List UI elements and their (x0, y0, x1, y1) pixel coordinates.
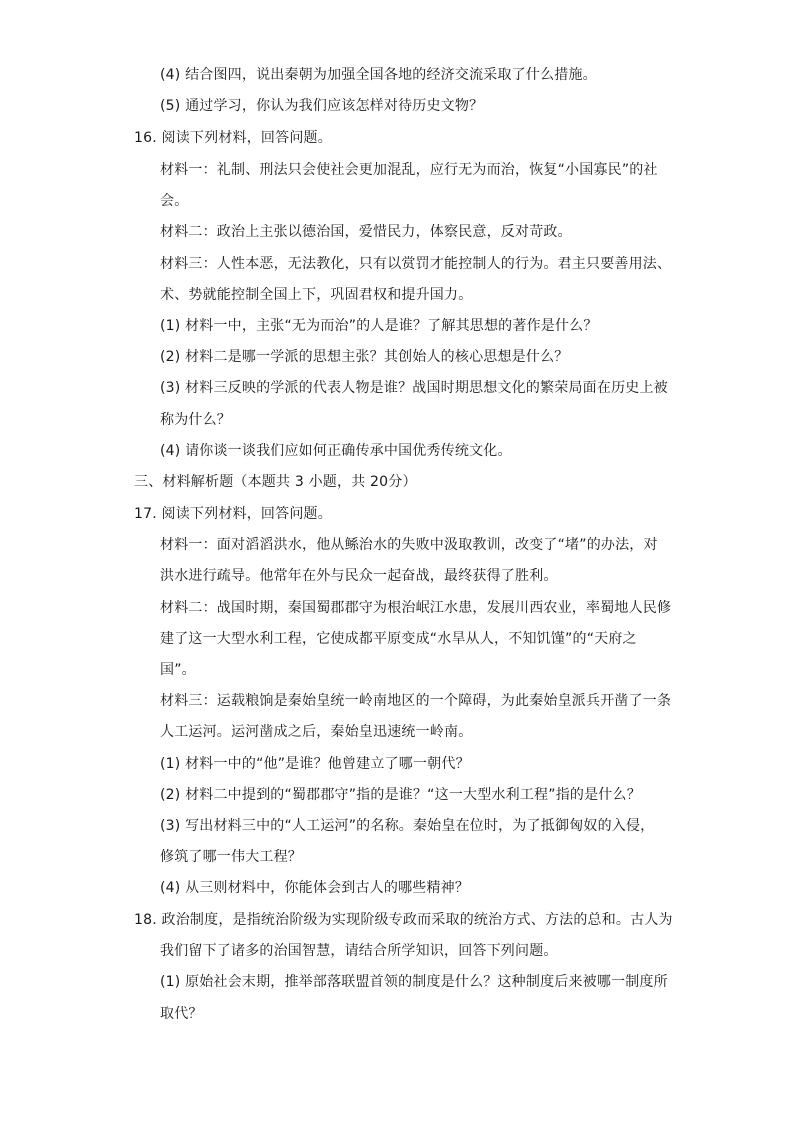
q17-sub2: (2) 材料二中提到的“蜀郡郡守”指的是谁？“这一大型水利工程”指的是什么？ (160, 787, 641, 803)
q16-material3: 材料三：人性本恶，无法教化，只有以赏罚才能控制人的行为。君主只要善用法、 (160, 256, 672, 272)
q17-material3-cont: 人工运河。运河凿成之后，秦始皇迅速统一岭南。 (160, 724, 473, 740)
q17-sub3: (3) 写出材料三中的“人工运河”的名称。秦始皇在位时，为了抵御匈奴的入侵， (160, 818, 655, 834)
q18-sub1: (1) 原始社会末期，推举部落联盟首领的制度是什么？这种制度后来被哪一制度所 (160, 974, 668, 990)
q17-material1: 材料一：面对滔滔洪水，他从鲧治水的失败中汲取教训，改变了“堵”的办法，对 (160, 537, 658, 553)
q17-material3: 材料三：运载粮饷是秦始皇统一岭南地区的一个障碍，为此秦始皇派兵开凿了一条 (160, 693, 672, 709)
q17-material2-end: 国”。 (160, 662, 196, 678)
q18-stem: 18. 政治制度，是指统治阶级为实现阶级专政而采取的统治方式、方法的总和。古人为 (134, 912, 673, 928)
q16-sub1: (1) 材料一中，主张“无为而治”的人是谁？了解其思想的著作是什么？ (160, 318, 598, 334)
q18-stem-cont: 我们留下了诸多的治国智慧，请结合所学知识，回答下列问题。 (160, 943, 558, 959)
q17-material2-cont: 建了这一大型水利工程，它使成都平原变成“水旱从人，不知饥馑”的“天府之 (160, 631, 637, 647)
q16-material1: 材料一：礼制、刑法只会使社会更加混乱，应行无为而治，恢复“小国寡民”的社 (160, 162, 658, 178)
q16-sub3: (3) 材料三反映的学派的代表人物是谁？战国时期思想文化的繁荣局面在历史上被 (160, 380, 668, 396)
q17-sub1: (1) 材料一中的“他”是谁？他曾建立了哪一朝代？ (160, 756, 470, 772)
q15-sub4: (4) 结合图四，说出秦朝为加强全国各地的经济交流采取了什么措施。 (160, 67, 597, 83)
q16-stem: 16. 阅读下列材料，回答问题。 (134, 130, 332, 146)
section-heading-3: 三、材料解析题（本题共 3 小题，共 20分） (134, 474, 417, 490)
q17-stem: 17. 阅读下列材料，回答问题。 (134, 506, 332, 522)
q17-material2: 材料二：战国时期，秦国蜀郡郡守为根治岷江水患，发展川西农业，率蜀地人民修 (160, 600, 672, 616)
q15-sub5: (5) 通过学习，你认为我们应该怎样对待历史文物？ (160, 98, 484, 114)
q16-sub4: (4) 请你谈一谈我们应如何正确传承中国优秀传统文化。 (160, 443, 512, 459)
q18-sub1-cont: 取代？ (160, 1006, 203, 1022)
q16-sub2: (2) 材料二是哪一学派的思想主张？其创始人的核心思想是什么？ (160, 349, 569, 365)
q17-material1-cont: 洪水进行疏导。他常年在外与民众一起奋战，最终获得了胜利。 (160, 568, 558, 584)
q16-material3-cont: 术、势就能控制全国上下，巩固君权和提升国力。 (160, 287, 473, 303)
q17-sub3-cont: 修筑了哪一伟大工程？ (160, 849, 302, 865)
q16-material1-cont: 会。 (160, 193, 189, 209)
q17-sub4: (4) 从三则材料中，你能体会到古人的哪些精神？ (160, 880, 470, 896)
q16-sub3-cont: 称为什么？ (160, 412, 231, 428)
q16-material2: 材料二：政治上主张以德治国，爱惜民力，体察民意，反对苛政。 (160, 224, 572, 240)
